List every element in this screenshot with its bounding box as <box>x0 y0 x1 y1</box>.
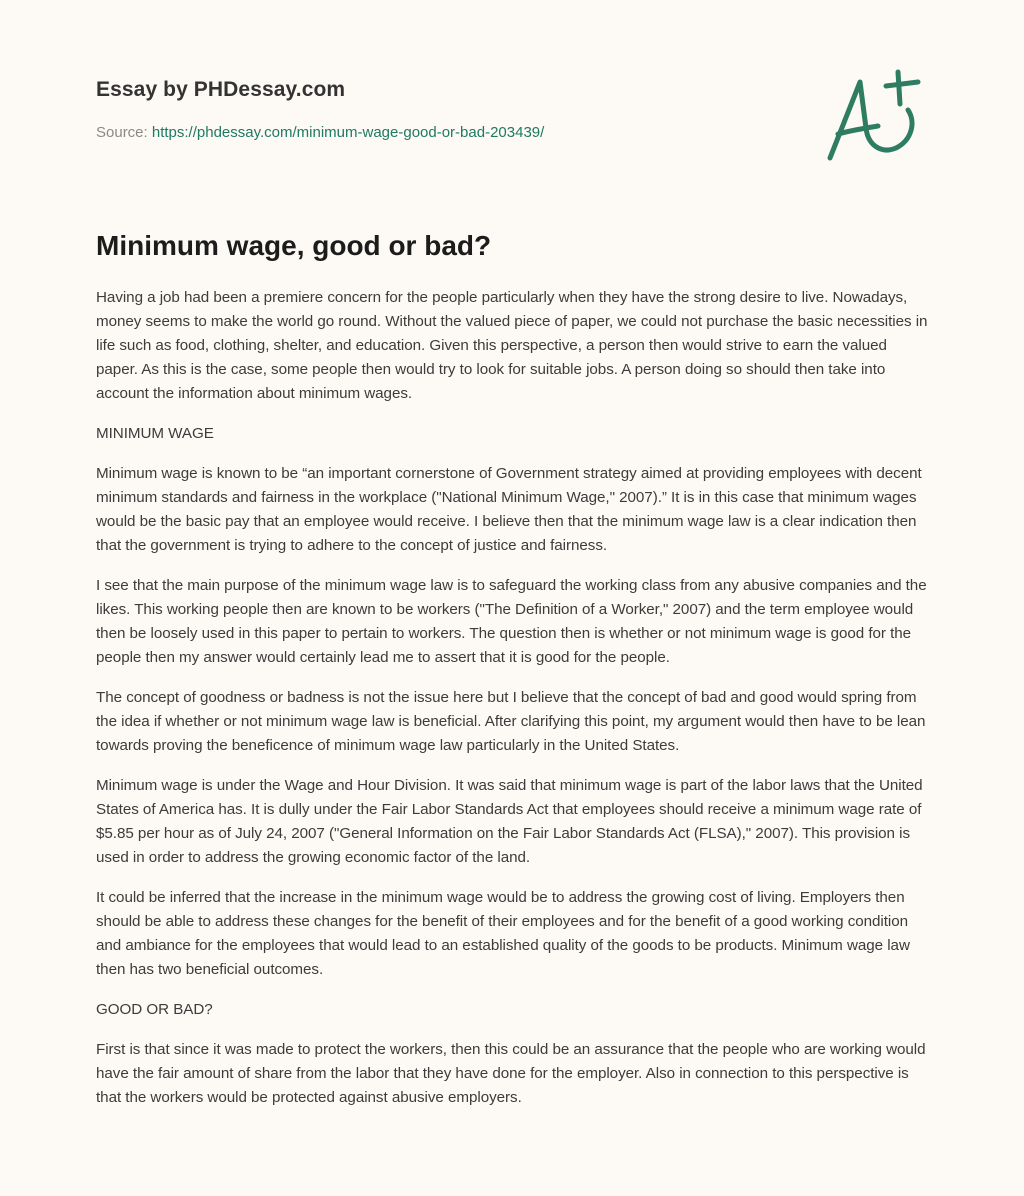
source-link[interactable]: https://phdessay.com/minimum-wage-good-or-bad-203439/ <box>151 124 545 141</box>
essay-paragraph: Having a job had been a premiere concern for the people particularly when they have the strong desire to live. Nowadays, money seems to make the world go round. Without the valued piece of paper, we could not purchase the basic necessities in life such as food, clothing, shelter, and education. Given this perspective, a person then would strive to earn the valued paper. As this is the case, some people then would try to look for suitable jobs. A person doing so should then take into account the information about minimum wages. <box>96 289 928 402</box>
essay-paragraph: Minimum wage is under the Wage and Hour Division. It was said that minimum wage is part of the labor laws that the United States of America has. It is dully under the Fair Labor Standards Act that employees should receive a minimum wage rate of $5.85 per hour as of July 24, 2007 ("General Information on the Fair Labor Standards Act (FLSA)," 2007). This provision is used in order to address the growing economic factor of the land. <box>96 777 923 866</box>
essay-paragraph: It could be inferred that the increase in the minimum wage would be to address the growing cost of living. Employers then should be able to address these changes for the benefit of their employees and for the benefit of a good working condition and ambiance for the employees that would lead to an established quality of the goods to be products. Minimum wage law then has two beneficial outcomes. <box>96 889 910 978</box>
essay-content <box>96 226 932 1126</box>
a-plus-grade-icon <box>820 66 930 166</box>
essay-paragraph: I see that the main purpose of the minimum wage law is to safeguard the working class from any abusive companies and the likes. This working people then are known to be workers ("The Definition of a Worker," 2007) and the term employee would then be loosely used in this paper to pertain to workers. The question then is whether or not minimum wage is good for the people then my answer would certainly lead me to assert that it is good for the people. <box>96 577 927 666</box>
page-header <box>96 76 796 143</box>
essay-paragraph: Minimum wage is known to be “an important cornerstone of Government strategy aimed at providing employees with decent minimum standards and fairness in the workplace ("National Minimum Wage," 2007).” It is in this case that minimum wages would be the basic pay that an employee would receive. I believe then that the minimum wage law is a clear indication then that the government is trying to adhere to the concept of justice and fairness. <box>96 465 922 554</box>
section-heading-good-or-bad: GOOD OR BAD? <box>96 1001 213 1018</box>
essay-title: Minimum wage, good or bad? <box>96 230 492 261</box>
essay-body <box>96 286 932 1110</box>
source-label: Source: <box>96 124 148 141</box>
section-heading-minimum-wage: MINIMUM WAGE <box>96 425 214 442</box>
site-title: Essay by PHDessay.com <box>96 78 346 101</box>
essay-paragraph: First is that since it was made to protect the workers, then this could be an assurance that the people who are working would have the fair amount of share from the labor that they have done for the employer. Also in connection to this perspective is that the workers would be protected against abusive employers. <box>96 1041 926 1106</box>
source-line <box>96 123 796 143</box>
essay-paragraph: The concept of goodness or badness is not the issue here but I believe that the concept of bad and good would spring from the idea if whether or not minimum wage law is beneficial. After clarifying this point, my argument would then have to be lean towards proving the beneficence of minimum wage law particularly in the United States. <box>96 689 926 754</box>
